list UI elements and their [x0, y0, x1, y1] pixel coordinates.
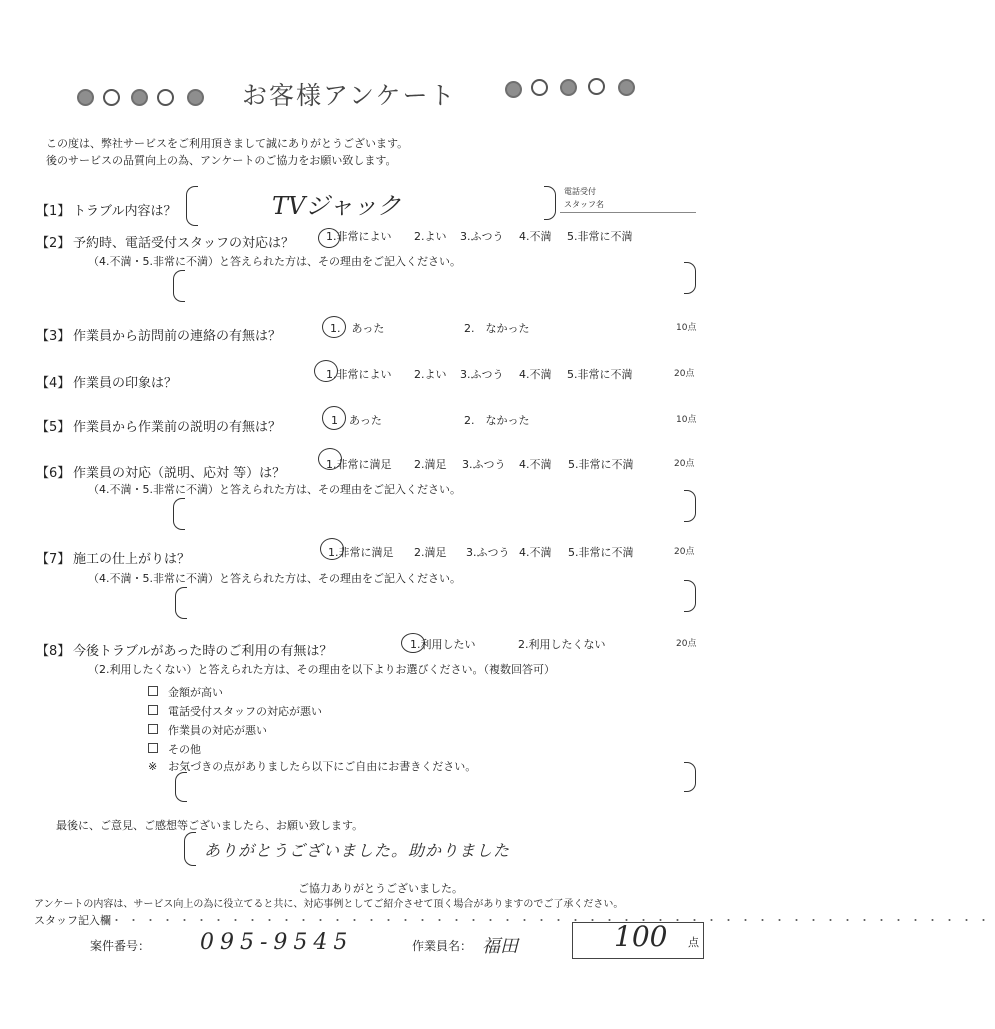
q1-staff-label-1: 電話受付	[564, 187, 596, 196]
q6-reason-bracket-left	[173, 498, 185, 530]
closing-bracket-left	[184, 832, 196, 866]
intro-line-2: 後のサービスの品質向上の為、アンケートのご協力をお願い致します。	[46, 154, 397, 167]
header-dot-icon	[505, 81, 522, 98]
q8-free-bracket-right	[684, 762, 696, 792]
q6-option-5[interactable]: 5.非常に不満	[568, 458, 634, 471]
q8-note: （2.利用したくない）と答えられた方は、その理由を以下よりお選びください。（複数回答可）	[88, 663, 555, 676]
q3-points: 10点	[676, 323, 697, 333]
q2-label: 予約時、電話受付スタッフの対応は？	[73, 236, 295, 251]
q2-reason-bracket-left	[173, 270, 185, 302]
q1-staff-line	[560, 212, 696, 213]
q2-option-3[interactable]: 3.ふつう	[460, 230, 504, 243]
q3-label: 作業員から訪問前の連絡の有無は？	[73, 329, 282, 344]
closing-notice: アンケートの内容は、サービス向上の為に役立てると共に、対応事例としてご紹介させて頂く場合がありますのでご了承ください。	[34, 899, 624, 910]
q5-option-2[interactable]: 2. なかった	[464, 414, 530, 427]
q5-label: 作業員から作業前の説明の有無は？	[73, 420, 282, 435]
q7-option-2[interactable]: 2.満足	[414, 546, 447, 559]
checkbox-icon[interactable]	[148, 686, 158, 696]
q7-label: 施工の仕上がりは？	[73, 552, 191, 567]
q8-choice[interactable]: 作業員の対応が悪い	[148, 722, 267, 738]
q2-reason-prompt: （4.不満・5.非常に不満）と答えられた方は、その理由をご記入ください。	[88, 255, 461, 268]
q8-choice[interactable]: 電話受付スタッフの対応が悪い	[148, 703, 322, 719]
q4-option-4[interactable]: 4.不満	[519, 368, 552, 381]
q7-points: 20点	[674, 547, 695, 557]
q7-reason-prompt: （4.不満・5.非常に不満）と答えられた方は、その理由をご記入ください。	[88, 572, 461, 585]
intro-line-1: この度は、弊社サービスをご利用頂きまして誠にありがとうございます。	[46, 137, 409, 150]
case-number-value: 095-9545	[200, 930, 354, 955]
q4-option-1[interactable]: 1.非常によい	[326, 368, 392, 381]
q4-option-3[interactable]: 3.ふつう	[460, 368, 504, 381]
q4-label: 作業員の印象は？	[73, 376, 178, 391]
q7-option-5[interactable]: 5.非常に不満	[568, 546, 634, 559]
q3-number: 【3】	[36, 329, 71, 344]
q6-label: 作業員の対応（説明、応対 等）は？	[73, 466, 286, 481]
closing-prompt: 最後に、ご意見、ご感想等ございましたら、お願い致します。	[56, 819, 364, 832]
q6-points: 20点	[674, 459, 695, 469]
q2-option-5[interactable]: 5.非常に不満	[567, 230, 633, 243]
case-number-label: 案件番号：	[90, 939, 151, 953]
q1-bracket-left	[186, 186, 198, 226]
q8-option-1[interactable]: 1.利用したい	[410, 638, 476, 651]
q6-option-2[interactable]: 2.満足	[414, 458, 447, 471]
q1-staff-label-2: スタッフ名	[564, 200, 604, 209]
staff-section-label: スタッフ記入欄・・・・・・・・・・・・・・・・・・・・・・・・・・・・・・・・・・・・・・・・・・・・・・・・・・・・	[34, 914, 995, 927]
score-value: 100	[614, 920, 668, 953]
q7-reason-bracket-right	[684, 580, 696, 612]
q6-option-1[interactable]: 1.非常に満足	[326, 458, 392, 471]
q3-option-2[interactable]: 2. なかった	[464, 322, 530, 335]
q5-number: 【5】	[36, 420, 71, 435]
q4-number: 【4】	[36, 376, 71, 391]
q2-reason-bracket-right	[684, 262, 696, 294]
q6-reason-bracket-right	[684, 490, 696, 522]
q1-bracket-right	[544, 186, 556, 220]
score-unit: 点	[688, 936, 699, 949]
q2-number: 【2】	[36, 236, 71, 251]
q8-option-2[interactable]: 2.利用したくない	[518, 638, 606, 651]
worker-name-value: 福田	[482, 936, 518, 957]
q2-option-4[interactable]: 4.不満	[519, 230, 552, 243]
q1-number: 【1】	[36, 204, 71, 219]
q8-number: 【8】	[36, 644, 71, 659]
q7-option-1[interactable]: 1.非常に満足	[328, 546, 394, 559]
worker-name-label: 作業員名：	[412, 939, 473, 953]
q3-option-1[interactable]: 1. あった	[330, 322, 385, 335]
q7-option-3[interactable]: 3.ふつう	[466, 546, 510, 559]
q5-points: 10点	[676, 415, 697, 425]
q8-choice[interactable]: その他	[148, 741, 201, 757]
header-dot-icon	[531, 79, 548, 96]
checkbox-icon[interactable]	[148, 705, 158, 715]
q6-reason-prompt: （4.不満・5.非常に不満）と答えられた方は、その理由をご記入ください。	[88, 483, 461, 496]
q8-free-bracket-left	[175, 772, 187, 802]
q6-option-3[interactable]: 3.ふつう	[462, 458, 506, 471]
q8-choice[interactable]: 金額が高い	[148, 684, 223, 700]
q4-option-2[interactable]: 2.よい	[414, 368, 447, 381]
page-title: お客様アンケート	[242, 81, 457, 110]
header-dot-icon	[187, 89, 204, 106]
checkbox-icon[interactable]	[148, 724, 158, 734]
q8-points: 20点	[676, 639, 697, 649]
q8-free-prompt: ※ お気づきの点がありましたら以下にご自由にお書きください。	[148, 760, 477, 773]
header-dot-icon	[131, 89, 148, 106]
closing-answer: ありがとうございました。助かりました	[204, 841, 511, 860]
q7-option-4[interactable]: 4.不満	[519, 546, 552, 559]
q7-reason-bracket-left	[175, 587, 187, 619]
checkbox-icon[interactable]	[148, 743, 158, 753]
header-dot-icon	[618, 79, 635, 96]
closing-thanks: ご協力ありがとうございました。	[298, 882, 463, 895]
header-dot-icon	[588, 78, 605, 95]
q6-number: 【6】	[36, 466, 71, 481]
q8-label: 今後トラブルがあった時のご利用の有無は？	[73, 644, 333, 659]
q1-answer: TVジャック	[272, 192, 401, 220]
q4-option-5[interactable]: 5.非常に不満	[567, 368, 633, 381]
header-dot-icon	[103, 89, 120, 106]
q1-label: トラブル内容は？	[73, 204, 177, 219]
header-dot-icon	[560, 79, 577, 96]
q2-option-2[interactable]: 2.よい	[414, 230, 447, 243]
q2-option-1[interactable]: 1.非常によい	[326, 230, 392, 243]
q6-option-4[interactable]: 4.不満	[519, 458, 552, 471]
q4-points: 20点	[674, 369, 695, 379]
q5-option-1[interactable]: 1 あった	[331, 414, 382, 427]
q7-number: 【7】	[36, 552, 71, 567]
header-dot-icon	[77, 89, 94, 106]
header-dot-icon	[157, 89, 174, 106]
